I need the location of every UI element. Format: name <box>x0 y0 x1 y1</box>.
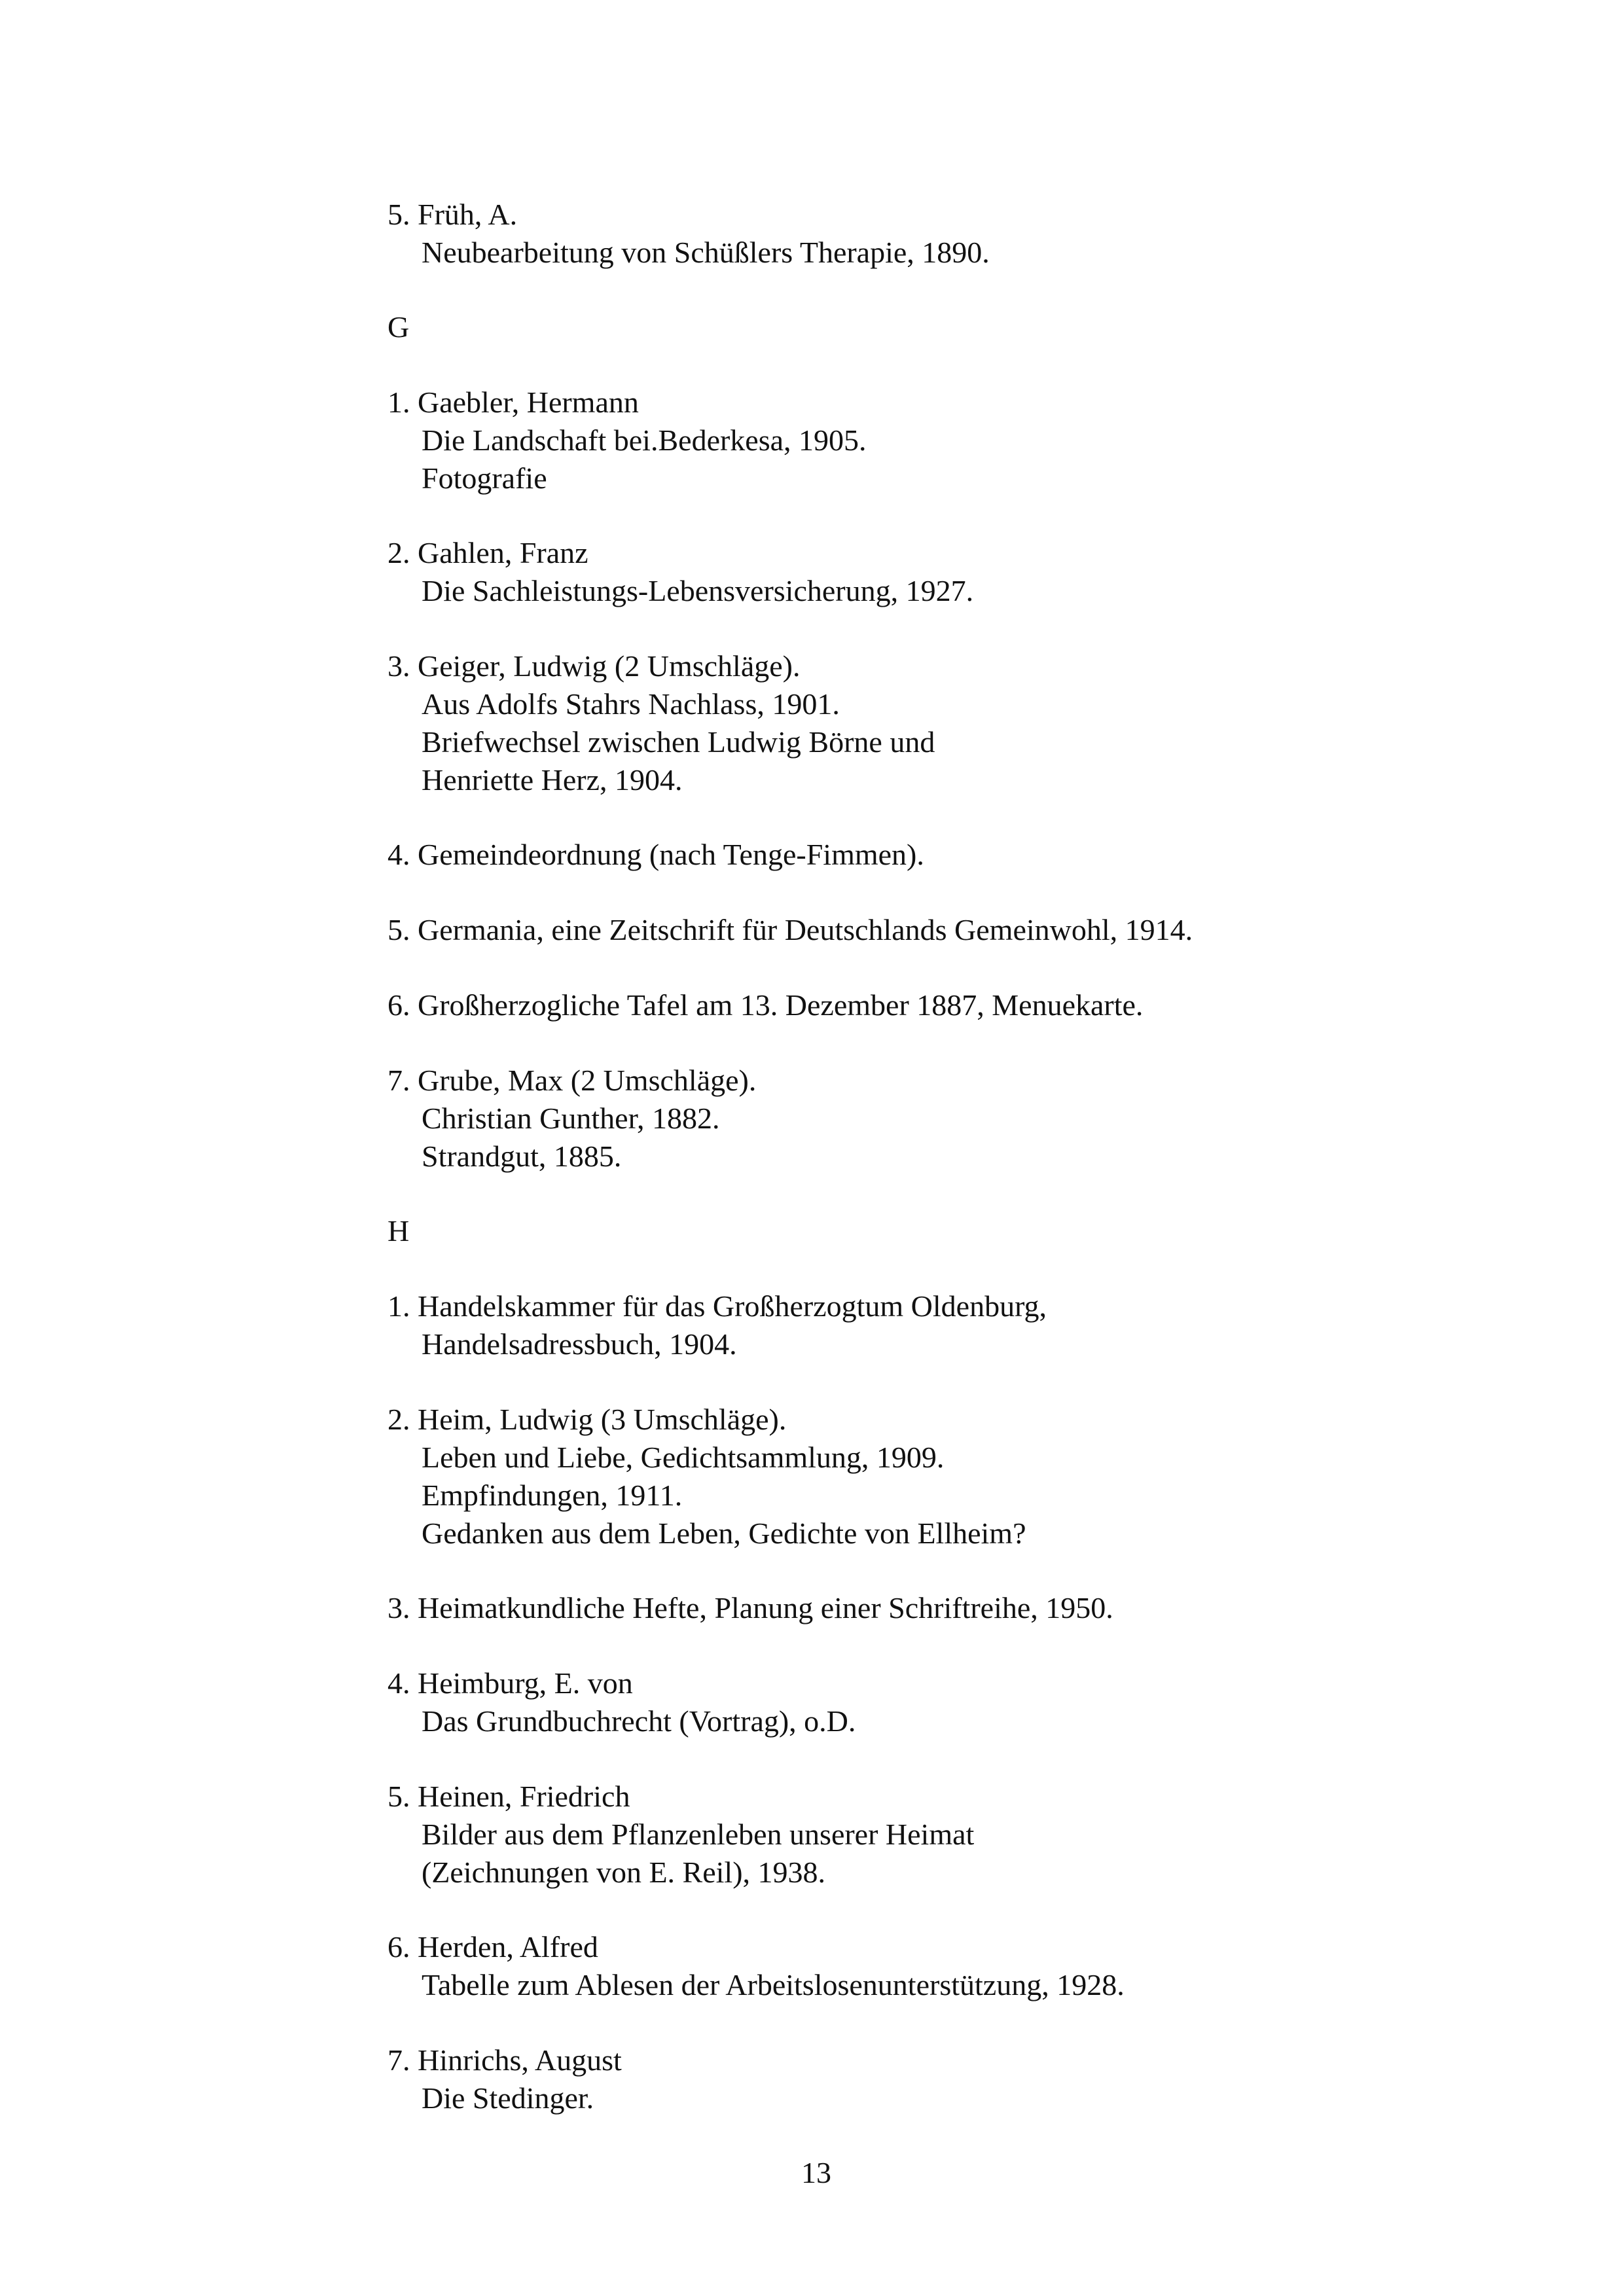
entry-heading: 5. Germania, eine Zeitschrift für Deutschlands Gemeinwohl, 1914. <box>388 913 1193 946</box>
entry-heading: 4. Gemeindeordnung (nach Tenge-Fimmen). <box>388 838 924 871</box>
entry-line: Bilder aus dem Pflanzenleben unserer Heimat <box>422 1818 975 1851</box>
entry-line: Leben und Liebe, Gedichtsammlung, 1909. <box>422 1441 945 1474</box>
entry-line: Briefwechsel zwischen Ludwig Börne und <box>422 725 935 759</box>
page-number: 13 <box>801 2156 831 2189</box>
entry-heading: 3. Heimatkundliche Hefte, Planung einer Schriftreihe, 1950. <box>388 1591 1113 1624</box>
entry-line: Fotografie <box>422 461 547 495</box>
entry-line: Christian Gunther, 1882. <box>422 1102 720 1135</box>
entry-line: Gedanken aus dem Leben, Gedichte von Ellheim? <box>422 1516 1026 1550</box>
entry-line: Aus Adolfs Stahrs Nachlass, 1901. <box>422 687 840 721</box>
entry-line: Die Sachleistungs-Lebensversicherung, 1927. <box>422 574 974 607</box>
entry-heading: 4. Heimburg, E. von <box>388 1666 633 1700</box>
entry-line: Neubearbeitung von Schüßlers Therapie, 1890. <box>422 236 990 269</box>
entry-heading: 5. Früh, A. <box>388 198 518 231</box>
entry-heading: 2. Gahlen, Franz <box>388 536 588 569</box>
entry-heading: 1. Handelskammer für das Großherzogtum Oldenburg, <box>388 1289 1047 1323</box>
entry-line: Strandgut, 1885. <box>422 1139 622 1173</box>
entry-line: Handelsadressbuch, 1904. <box>422 1327 737 1361</box>
entry-heading: 6. Herden, Alfred <box>388 1930 598 1964</box>
entry-heading: 6. Großherzogliche Tafel am 13. Dezember 1887, Menuekarte. <box>388 988 1144 1022</box>
entry-line: Die Stedinger. <box>422 2081 594 2115</box>
entry-line: Empfindungen, 1911. <box>422 1479 683 1512</box>
entry-line: (Zeichnungen von E. Reil), 1938. <box>422 1856 826 1889</box>
entry-heading: 7. Hinrichs, August <box>388 2043 622 2077</box>
entry-heading: 7. Grube, Max (2 Umschläge). <box>388 1064 757 1097</box>
entry-heading: 3. Geiger, Ludwig (2 Umschläge). <box>388 649 801 683</box>
section-letter-g: G <box>388 310 410 344</box>
entry-line: Das Grundbuchrecht (Vortrag), o.D. <box>422 1704 856 1738</box>
entry-line: Henriette Herz, 1904. <box>422 763 683 797</box>
entry-heading: 2. Heim, Ludwig (3 Umschläge). <box>388 1403 787 1436</box>
entry-line: Tabelle zum Ablesen der Arbeitslosenunterstützung, 1928. <box>422 1968 1125 2001</box>
entry-heading: 5. Heinen, Friedrich <box>388 1780 630 1813</box>
section-letter-h: H <box>388 1214 410 1247</box>
entry-line: Die Landschaft bei.Bederkesa, 1905. <box>422 423 867 457</box>
entry-heading: 1. Gaebler, Hermann <box>388 386 639 419</box>
